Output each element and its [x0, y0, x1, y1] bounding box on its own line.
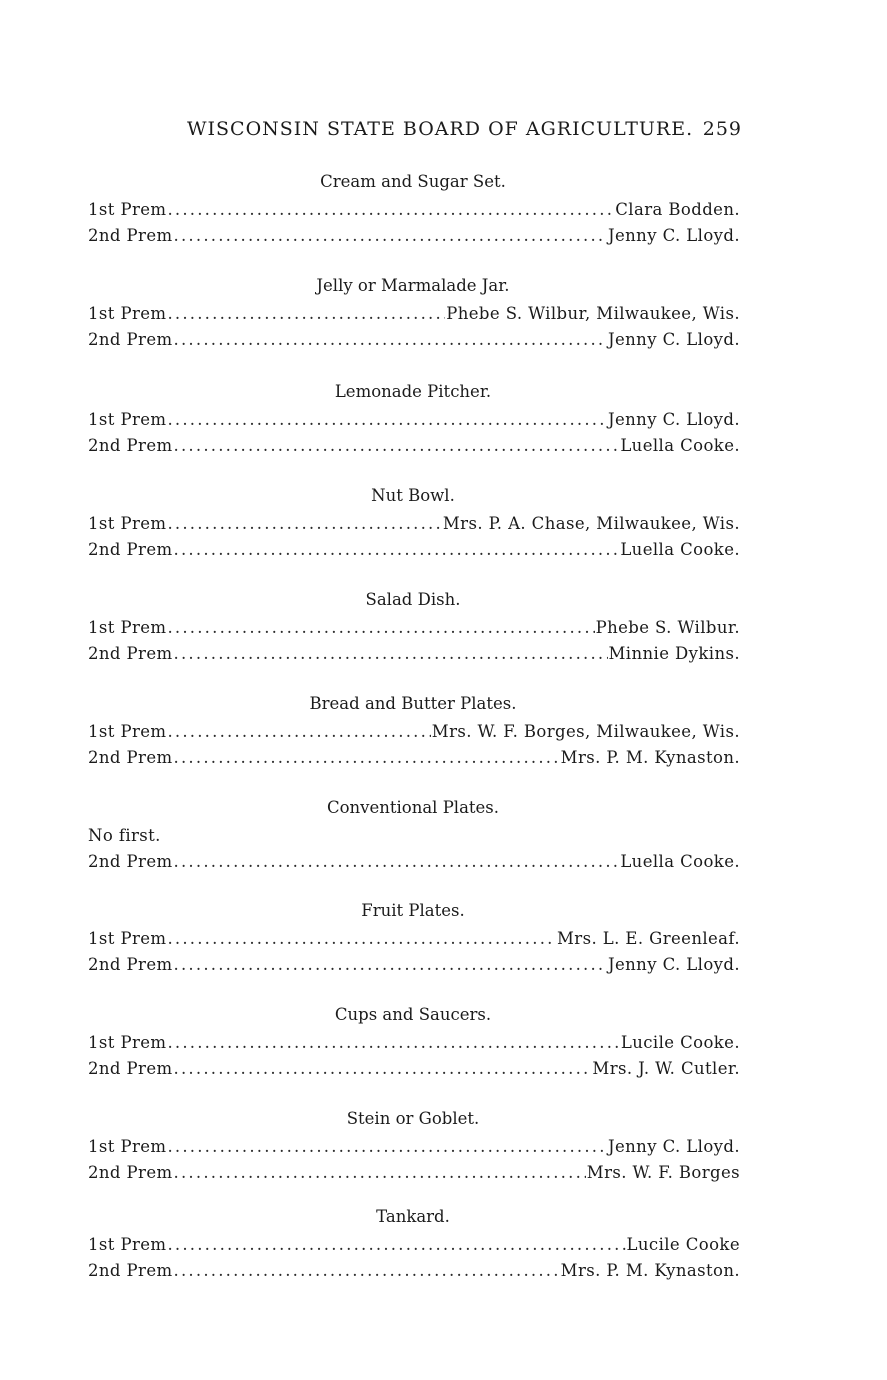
- dot-leader: [174, 952, 607, 978]
- section-heading: Nut Bowl.: [371, 486, 455, 505]
- premium-label: 1st Prem: [88, 304, 167, 323]
- award-section: [88, 1004, 740, 1082]
- section-heading: Conventional Plates.: [326, 798, 500, 817]
- award-entry: [88, 327, 740, 353]
- dot-leader: [174, 433, 620, 459]
- winner-name: Luella Cooke.: [620, 852, 740, 871]
- premium-label: 2nd Prem: [88, 226, 173, 245]
- award-section: [88, 693, 740, 771]
- winner-name: Jenny C. Lloyd.: [607, 1137, 740, 1156]
- award-entry: [88, 745, 740, 771]
- premium-label: 2nd Prem: [88, 330, 173, 349]
- winner-name: Jenny C. Lloyd.: [607, 330, 740, 349]
- dot-leader: [174, 537, 620, 563]
- running-title: WISCONSIN STATE BOARD OF AGRICULTURE.: [187, 118, 694, 140]
- award-entry: [88, 407, 740, 433]
- dot-leader: [167, 615, 594, 641]
- award-section: [88, 1108, 740, 1186]
- premium-label: 1st Prem: [88, 1235, 167, 1254]
- premium-label: 2nd Prem: [88, 540, 173, 559]
- dot-leader: [167, 1232, 625, 1258]
- section-heading: Cream and Sugar Set.: [320, 172, 506, 191]
- winner-name: Luella Cooke.: [620, 540, 740, 559]
- section-heading: Lemonade Pitcher.: [334, 382, 492, 401]
- award-section: [88, 1206, 740, 1284]
- premium-label: 1st Prem: [88, 1033, 167, 1052]
- winner-name: Minnie Dykins.: [608, 644, 740, 663]
- award-section: [88, 797, 740, 875]
- section-heading: Fruit Plates.: [361, 901, 465, 920]
- no-first-note: No first.: [88, 826, 161, 845]
- running-header: [187, 118, 742, 148]
- award-section: [88, 485, 740, 563]
- dot-leader: [174, 1160, 586, 1186]
- dot-leader: [174, 745, 560, 771]
- premium-label: 2nd Prem: [88, 955, 173, 974]
- winner-name: Mrs. L. E. Greenleaf.: [557, 929, 740, 948]
- award-section: [88, 275, 740, 353]
- premium-label: 2nd Prem: [88, 748, 173, 767]
- award-section: [88, 589, 740, 667]
- premium-label: 2nd Prem: [88, 644, 173, 663]
- dot-leader: [167, 407, 607, 433]
- winner-name: Lucile Cooke: [626, 1235, 740, 1254]
- section-heading: Jelly or Marmalade Jar.: [316, 276, 510, 295]
- premium-label: 2nd Prem: [88, 852, 173, 871]
- winner-name: Mrs. W. F. Borges: [586, 1163, 740, 1182]
- winner-name: Mrs. P. M. Kynaston.: [560, 748, 740, 767]
- winner-name: Jenny C. Lloyd.: [607, 955, 740, 974]
- premium-label: 2nd Prem: [88, 436, 173, 455]
- award-entry: [88, 1232, 740, 1258]
- award-entry: [88, 1258, 740, 1284]
- dot-leader: [167, 1030, 619, 1056]
- award-entry: [88, 1160, 740, 1186]
- premium-label: 1st Prem: [88, 514, 167, 533]
- premium-label: 2nd Prem: [88, 1163, 173, 1182]
- award-entry: [88, 952, 740, 978]
- dot-leader: [174, 223, 607, 249]
- section-heading: Cups and Saucers.: [334, 1005, 492, 1024]
- award-entry: [88, 223, 740, 249]
- award-section: [88, 171, 740, 249]
- winner-name: Luella Cooke.: [620, 436, 740, 455]
- award-entry: [88, 719, 740, 745]
- premium-label: 1st Prem: [88, 929, 167, 948]
- dot-leader: [174, 641, 608, 667]
- award-entry: [88, 615, 740, 641]
- winner-name: Clara Bodden.: [615, 200, 740, 219]
- premium-label: 1st Prem: [88, 410, 167, 429]
- dot-leader: [167, 511, 441, 537]
- premium-label: 1st Prem: [88, 1137, 167, 1156]
- winner-name: Mrs. W. F. Borges, Milwaukee, Wis.: [431, 722, 740, 741]
- award-note: [88, 823, 740, 849]
- award-entry: [88, 1056, 740, 1082]
- award-entry: [88, 849, 740, 875]
- award-entry: [88, 926, 740, 952]
- award-entry: [88, 641, 740, 667]
- dot-leader: [167, 301, 445, 327]
- premium-label: 2nd Prem: [88, 1059, 173, 1078]
- award-entry: [88, 537, 740, 563]
- premium-label: 1st Prem: [88, 618, 167, 637]
- award-entry: [88, 301, 740, 327]
- section-heading: Stein or Goblet.: [346, 1109, 480, 1128]
- winner-name: Jenny C. Lloyd.: [607, 226, 740, 245]
- dot-leader: [167, 197, 614, 223]
- winner-name: Lucile Cooke.: [620, 1033, 740, 1052]
- premium-label: 2nd Prem: [88, 1261, 173, 1280]
- section-heading: Tankard.: [376, 1207, 450, 1226]
- premium-label: 1st Prem: [88, 722, 167, 741]
- dot-leader: [174, 849, 620, 875]
- winner-name: Phebe S. Wilbur, Milwaukee, Wis.: [446, 304, 740, 323]
- winner-name: Mrs. P. A. Chase, Milwaukee, Wis.: [442, 514, 740, 533]
- award-entry: [88, 197, 740, 223]
- dot-leader: [167, 719, 430, 745]
- section-heading: Salad Dish.: [365, 590, 461, 609]
- premium-label: 1st Prem: [88, 200, 167, 219]
- section-heading: Bread and Butter Plates.: [309, 694, 517, 713]
- dot-leader: [174, 1258, 560, 1284]
- dot-leader: [167, 1134, 607, 1160]
- award-entry: [88, 1030, 740, 1056]
- winner-name: Mrs. P. M. Kynaston.: [560, 1261, 740, 1280]
- dot-leader: [174, 1056, 592, 1082]
- page-number: 259: [702, 118, 742, 140]
- award-entry: [88, 511, 740, 537]
- award-section: [88, 381, 740, 459]
- dot-leader: [167, 926, 556, 952]
- award-entry: [88, 1134, 740, 1160]
- winner-name: Phebe S. Wilbur.: [595, 618, 740, 637]
- dot-leader: [174, 327, 607, 353]
- award-section: [88, 900, 740, 978]
- winner-name: Jenny C. Lloyd.: [607, 410, 740, 429]
- winner-name: Mrs. J. W. Cutler.: [592, 1059, 740, 1078]
- award-entry: [88, 433, 740, 459]
